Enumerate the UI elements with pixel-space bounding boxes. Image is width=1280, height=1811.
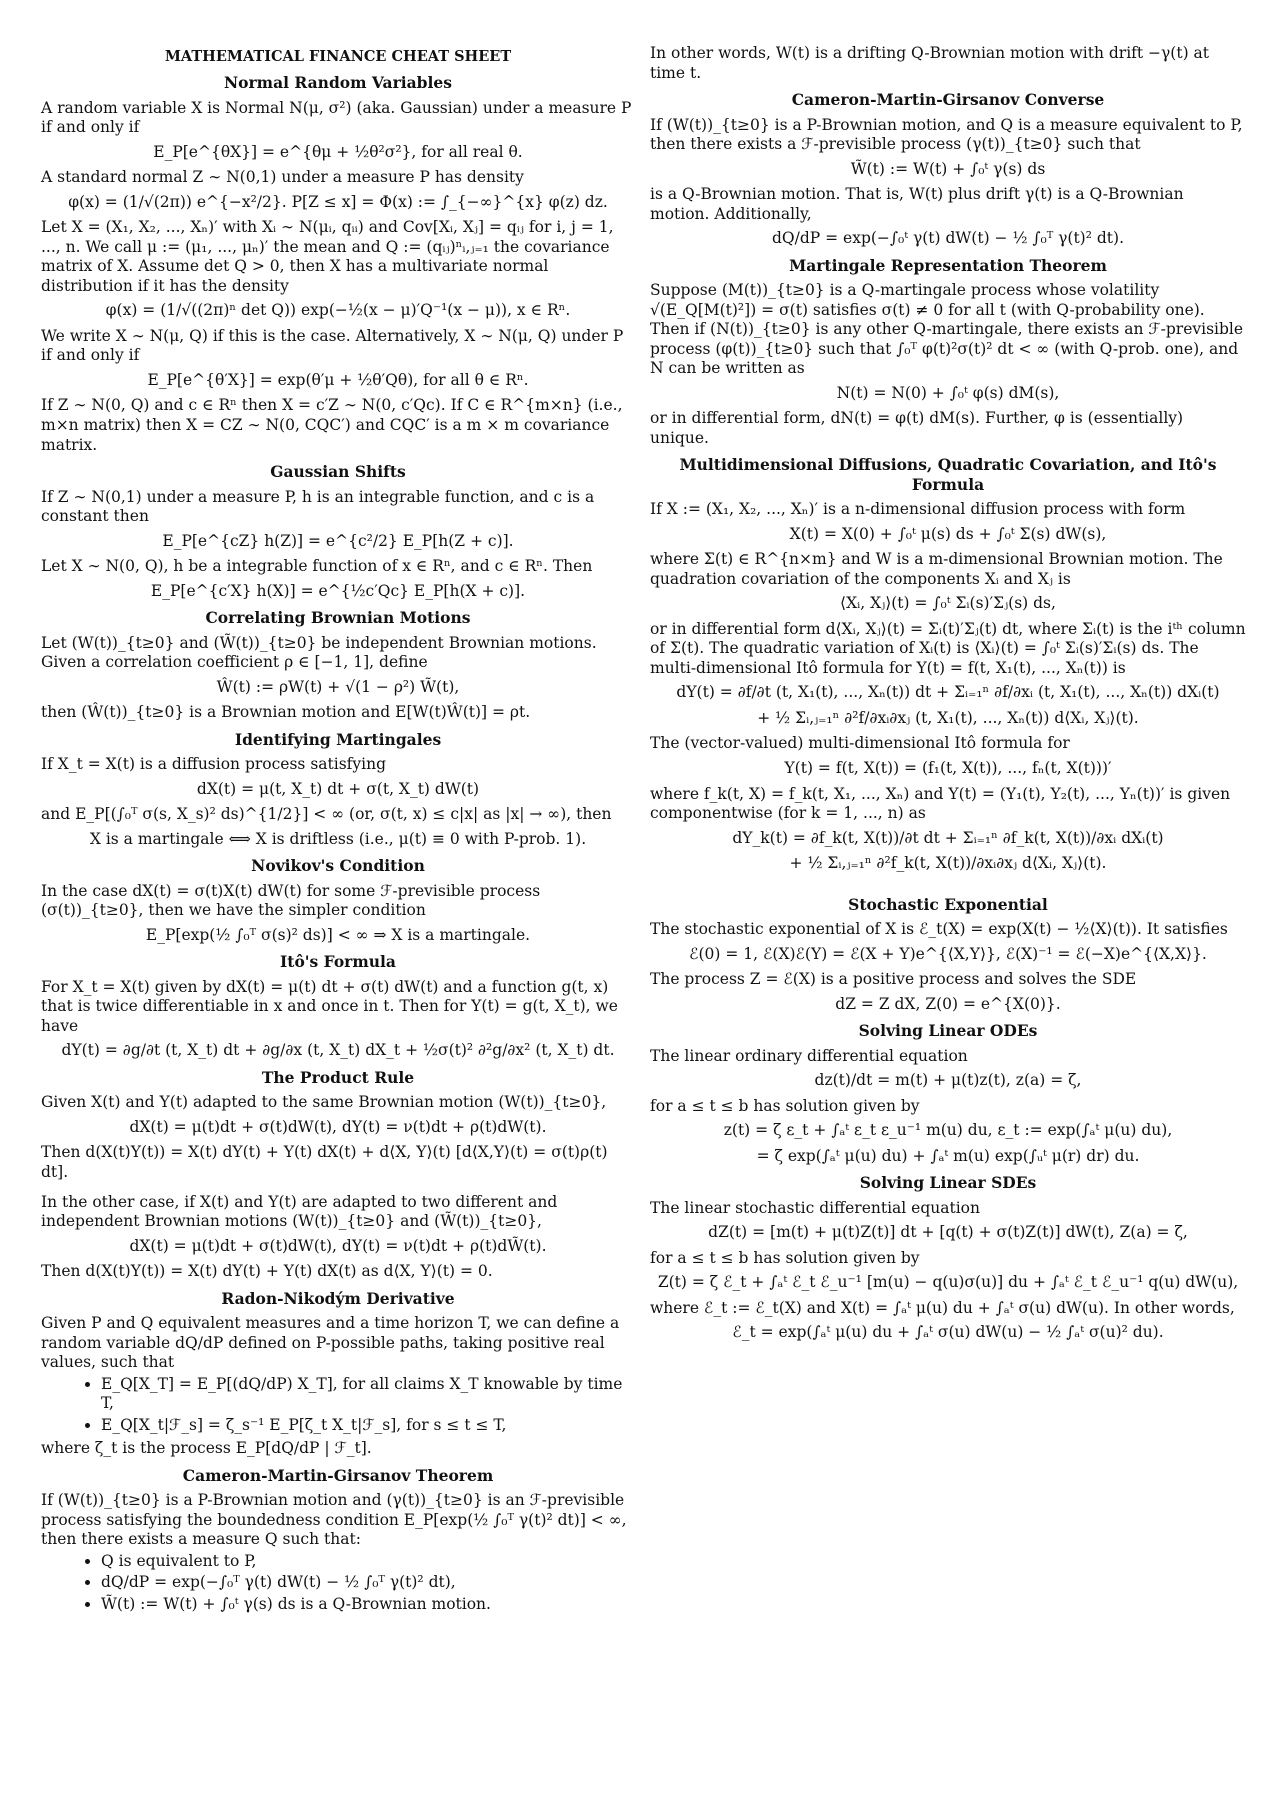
paragraph: We write X ∼ N(μ, Q) if this is the case. Alternatively, X ∼ N(μ, Q) under P if and only if — [41, 326, 624, 365]
section-heading: Itô's Formula — [280, 952, 396, 972]
section-heading: Novikov's Condition — [251, 856, 425, 876]
spacer — [41, 1185, 635, 1193]
paragraph: The stochastic exponential of X is ℰ_t(X) = exp(X(t) − ½⟨X⟩(t)). It satisfies — [650, 920, 1228, 939]
equation: + ½ Σᵢ,ⱼ₌₁ⁿ ∂²f/∂xᵢ∂xⱼ (t, X₁(t), ..., Xₙ(t)) d⟨Xᵢ, Xⱼ⟩(t). — [757, 708, 1139, 727]
equation: ℰ_t = exp(∫ₐᵗ μ(u) du + ∫ₐᵗ σ(u) dW(u) − ½ ∫ₐᵗ σ(u)² du). — [732, 1323, 1164, 1342]
paragraph: The linear stochastic differential equation — [650, 1198, 980, 1217]
bullet-item: • E_Q[X_t|ℱ_s] = ζ_s⁻¹ E_P[ζ_t X_t|ℱ_s], for s ≤ t ≤ T, — [101, 1416, 635, 1436]
bullet-item: • Q is equivalent to P, — [101, 1552, 635, 1572]
section-heading: Radon-Nikodým Derivative — [221, 1288, 455, 1308]
equation: E_P[exp(½ ∫₀ᵀ σ(s)² ds)] < ∞ ⇒ X is a martingale. — [145, 925, 531, 944]
equation: ⟨Xᵢ, Xⱼ⟩(t) = ∫₀ᵗ Σᵢ(s)′Σⱼ(s) ds, — [840, 594, 1056, 613]
equation: z(t) = ζ ε_t + ∫ₐᵗ ε_t ε_u⁻¹ m(u) du, ε_t := exp(∫ₐᵗ μ(u) du), — [723, 1121, 1173, 1140]
paragraph: In the case dX(t) = σ(t)X(t) dW(t) for some ℱ-previsible process (σ(t))_{t≥0}, then we have the simpler condition — [41, 881, 541, 920]
equation: E_P[e^{θ′X}] = exp(θ′μ + ½θ′Qθ), for all θ ∈ Rⁿ. — [147, 370, 529, 389]
equation: dZ(t) = [m(t) + μ(t)Z(t)] dt + [q(t) + σ(t)Z(t)] dW(t), Z(a) = ζ, — [708, 1223, 1188, 1242]
paragraph: If X_t = X(t) is a diffusion process satisfying — [41, 755, 387, 774]
paragraph: A random variable X is Normal N(μ, σ²) (aka. Gaussian) under a measure P if and only if — [41, 98, 632, 137]
bullet-item: • W̃(t) := W(t) + ∫₀ᵗ γ(s) ds is a Q-Brownian motion. — [101, 1595, 635, 1615]
paragraph: for a ≤ t ≤ b has solution given by — [650, 1248, 920, 1267]
section-heading: Solving Linear SDEs — [859, 1173, 1037, 1193]
paragraph: For X_t = X(t) given by dX(t) = μ(t) dt + σ(t) dW(t) and a function g(t, x) that is twice differentiable in x and once in t. Then for Y(t) = g(t, X_t), we have — [41, 977, 618, 1035]
right-column-body — [650, 44, 1246, 1343]
left-column-body — [41, 73, 635, 1614]
bullet-item: • dQ/dP = exp(−∫₀ᵀ γ(t) dW(t) − ½ ∫₀ᵀ γ(t)² dt), — [101, 1573, 635, 1593]
paragraph: where ℰ_t := ℰ_t(X) and X(t) = ∫ₐᵗ μ(u) du + ∫ₐᵗ σ(u) dW(u). In other words, — [650, 1298, 1235, 1317]
paragraph: If X := (X₁, X₂, ..., Xₙ)′ is a n-dimensional diffusion process with form — [650, 500, 1186, 519]
section-heading: Cameron-Martin-Girsanov Converse — [791, 90, 1105, 110]
section-heading: Gaussian Shifts — [270, 462, 406, 482]
paragraph: A standard normal Z ∼ N(0,1) under a measure P has density — [41, 168, 524, 187]
equation: dz(t)/dt = m(t) + μ(t)z(t), z(a) = ζ, — [814, 1071, 1082, 1090]
equation: X is a martingale ⟺ X is driftless (i.e., μ(t) ≡ 0 with P-prob. 1). — [89, 829, 587, 848]
spacer — [650, 880, 1246, 888]
equation: ℰ(0) = 1, ℰ(X)ℰ(Y) = ℰ(X + Y)e^{⟨X,Y⟩}, ℰ(X)⁻¹ = ℰ(−X)e^{⟨X,X⟩}. — [689, 944, 1207, 963]
paragraph: where Σ(t) ∈ R^{n×m} and W is a m-dimensional Brownian motion. The quadration covariation of the components Xᵢ and Xⱼ is — [650, 550, 1223, 588]
paragraph: If (W(t))_{t≥0} is a P-Brownian motion, and Q is a measure equivalent to P, then there exists a ℱ-previsible process (γ(t))_{t≥0} such that — [650, 115, 1243, 154]
paragraph: If (W(t))_{t≥0} is a P-Brownian motion and (γ(t))_{t≥0} is an ℱ-previsible process satisfying the boundedness condition E_P[exp(½ ∫₀ᵀ γ(t)² dt)] < ∞, then there exists a measure Q such that: — [41, 1491, 627, 1549]
equation: X(t) = X(0) + ∫₀ᵗ μ(s) ds + ∫₀ᵗ Σ(s) dW(s), — [789, 524, 1107, 543]
paragraph: The (vector-valued) multi-dimensional Itô formula for — [650, 734, 1070, 753]
equation: φ(x) = (1/√(2π)) e^{−x²/2}. P[Z ≤ x] = Φ(x) := ∫_{−∞}^{x} φ(z) dz. — [68, 192, 608, 211]
bullet-list — [61, 1552, 635, 1615]
paragraph: then (Ŵ(t))_{t≥0} is a Brownian motion and E[W(t)Ŵ(t)] = ρt. — [41, 703, 531, 722]
equation: dX(t) = μ(t)dt + σ(t)dW(t), dY(t) = ν(t)dt + ρ(t)dW̃(t). — [129, 1236, 547, 1255]
paragraph: Suppose (M(t))_{t≥0} is a Q-martingale process whose volatility √(E_Q[M(t)²]) = σ(t) satisfies σ(t) ≠ 0 for all t (with Q-probability one). Then if (N(t))_{t≥0} is any other Q-martingale, there exists an ℱ-previsible process (φ(t))_{t≥0} such that ∫₀ᵀ φ(t)²σ(t)² dt < ∞ (with Q-prob. one), and N can be written as — [650, 281, 1244, 378]
section-heading: The Product Rule — [261, 1067, 415, 1087]
section-heading: Stochastic Exponential — [848, 894, 1048, 914]
paragraph: Let X = (X₁, X₂, ..., Xₙ)′ with Xᵢ ∼ N(μᵢ, qᵢᵢ) and Cov[Xᵢ, Xⱼ] = qᵢⱼ for i, j = 1, ..., n. We call μ := (μ₁, ..., μₙ)′ the mean and Q := (qᵢⱼ)ⁿᵢ,ⱼ₌₁ the covariance matrix of X. Assume det Q > 0, then X has a multivariate normal distribution if it has the density — [41, 218, 614, 295]
paragraph: for a ≤ t ≤ b has solution given by — [650, 1096, 920, 1115]
bullet-list — [61, 1375, 635, 1436]
paragraph: In other words, W(t) is a drifting Q-Brownian motion with drift −γ(t) at time t. — [650, 44, 1210, 82]
paragraph: where f_k(t, X) = f_k(t, X₁, ..., Xₙ) and Y(t) = (Y₁(t), Y₂(t), ..., Yₙ(t))′ is given componentwise (for k = 1, ..., n) as — [650, 784, 1231, 823]
equation: dX(t) = μ(t, X_t) dt + σ(t, X_t) dW(t) — [196, 779, 480, 798]
paragraph: If Z ∼ N(0, Q) and c ∈ Rⁿ then X = c′Z ∼ N(0, c′Qc). If C ∈ R^{m×n} (i.e., m×n matrix) then X = CZ ∼ N(0, CQC′) and CQC′ is a m × m covariance matrix. — [41, 396, 623, 454]
section-heading: Martingale Representation Theorem — [789, 255, 1107, 275]
paragraph: In the other case, if X(t) and Y(t) are adapted to two different and independent Brownian motions (W(t))_{t≥0} and (W̃(t))_{t≥0}, — [41, 1192, 558, 1231]
equation: Ŵ(t) := ρW(t) + √(1 − ρ²) W̃(t), — [216, 677, 460, 696]
section-heading: Cameron-Martin-Girsanov Theorem — [182, 1465, 494, 1485]
paragraph: or in differential form, dN(t) = φ(t) dM(s). Further, φ is (essentially) unique. — [650, 409, 1184, 447]
equation: W̃(t) := W(t) + ∫₀ᵗ γ(s) ds — [850, 159, 1046, 178]
left-column — [41, 44, 635, 1618]
equation: N(t) = N(0) + ∫₀ᵗ φ(s) dM(s), — [836, 383, 1060, 402]
paragraph: Let (W(t))_{t≥0} and (W̃(t))_{t≥0} be independent Brownian motions. Given a correlation coefficient ρ ∈ [−1, 1], define — [41, 633, 597, 672]
paragraph: Given P and Q equivalent measures and a time horizon T, we can define a random variable dQ/dP defined on P-possible paths, taking positive real values, such that — [41, 1314, 620, 1372]
paragraph: If Z ∼ N(0,1) under a measure P, h is an integrable function, and c is a constant then — [41, 487, 595, 526]
section-heading: Normal Random Variables — [224, 73, 452, 93]
equation: dY(t) = ∂g/∂t (t, X_t) dt + ∂g/∂x (t, X_t) dX_t + ½σ(t)² ∂²g/∂x² (t, X_t) dt. — [61, 1041, 615, 1060]
paragraph: Let X ∼ N(0, Q), h be a integrable function of x ∈ Rⁿ, and c ∈ Rⁿ. Then — [41, 557, 593, 576]
paragraph: or in differential form d⟨Xᵢ, Xⱼ⟩(t) = Σᵢ(t)′Σⱼ(t) dt, where Σᵢ(t) is the iᵗʰ column of Σ(t). The quadratic variation of Xᵢ(t) is ⟨Xᵢ⟩(t) = ∫₀ᵗ Σᵢ(s)′Σᵢ(s) ds. The multi-dimensional Itô formula for Y(t) = f(t, X₁(t), ..., Xₙ(t)) is — [650, 619, 1246, 677]
paragraph: Given X(t) and Y(t) adapted to the same Brownian motion (W(t))_{t≥0}, — [41, 1093, 607, 1112]
paragraph: and E_P[(∫₀ᵀ σ(s, X_s)² ds)^{1/2}] < ∞ (or, σ(t, x) ≤ c|x| as |x| → ∞), then — [41, 805, 612, 824]
section-heading: Identifying Martingales — [234, 729, 442, 749]
equation: = ζ exp(∫ₐᵗ μ(u) du) + ∫ₐᵗ m(u) exp(∫ᵤᵗ μ(r) dr) du. — [756, 1146, 1140, 1165]
paragraph: The linear ordinary differential equation — [650, 1046, 968, 1065]
equation: E_P[e^{θX}] = e^{θμ + ½θ²σ²}, for all real θ. — [153, 142, 523, 161]
equation: Z(t) = ζ ℰ_t + ∫ₐᵗ ℰ_t ℰ_u⁻¹ [m(u) − q(u)σ(u)] du + ∫ₐᵗ ℰ_t ℰ_u⁻¹ q(u) dW(u), — [657, 1273, 1239, 1292]
paragraph: Then d(X(t)Y(t)) = X(t) dY(t) + Y(t) dX(t) as d⟨X, Y⟩(t) = 0. — [41, 1262, 493, 1281]
equation: + ½ Σᵢ,ⱼ₌₁ⁿ ∂²f_k(t, X(t))/∂xᵢ∂xⱼ d⟨Xᵢ, Xⱼ⟩(t). — [789, 854, 1107, 873]
section-heading: Correlating Brownian Motions — [205, 608, 471, 628]
equation: E_P[e^{c′X} h(X)] = e^{½c′Qc} E_P[h(X + c)]. — [150, 581, 526, 600]
equation: dY_k(t) = ∂f_k(t, X(t))/∂t dt + Σᵢ₌₁ⁿ ∂f_k(t, X(t))/∂xᵢ dXᵢ(t) — [732, 828, 1164, 847]
equation: dY(t) = ∂f/∂t (t, X₁(t), ..., Xₙ(t)) dt + Σᵢ₌₁ⁿ ∂f/∂xᵢ (t, X₁(t), ..., Xₙ(t)) dXᵢ(t) — [676, 683, 1220, 702]
section-heading: Multidimensional Diffusions, Quadratic Covariation, and Itô's Formula — [679, 455, 1217, 494]
paragraph: The process Z = ℰ(X) is a positive process and solves the SDE — [650, 970, 1137, 989]
right-column — [650, 44, 1246, 1349]
paragraph: Then d(X(t)Y(t)) = X(t) dY(t) + Y(t) dX(t) + d⟨X, Y⟩(t) [d⟨X,Y⟩(t) = σ(t)ρ(t) dt]. — [41, 1143, 608, 1181]
equation: dX(t) = μ(t)dt + σ(t)dW(t), dY(t) = ν(t)dt + ρ(t)dW(t). — [129, 1117, 547, 1136]
equation: E_P[e^{cZ} h(Z)] = e^{c²/2} E_P[h(Z + c)]. — [162, 531, 514, 550]
equation: φ(x) = (1/√((2π)ⁿ det Q)) exp(−½(x − μ)′Q⁻¹(x − μ)), x ∈ Rⁿ. — [105, 301, 571, 320]
equation: dZ = Z dX, Z(0) = e^{X(0)}. — [835, 994, 1061, 1013]
equation: dQ/dP = exp(−∫₀ᵗ γ(t) dW(t) − ½ ∫₀ᵀ γ(t)² dt). — [771, 229, 1124, 248]
equation: Y(t) = f(t, X(t)) = (f₁(t, X(t)), ..., fₙ(t, X(t)))′ — [784, 758, 1112, 777]
bullet-item: • E_Q[X_T] = E_P[(dQ/dP) X_T], for all claims X_T knowable by time T, — [101, 1375, 635, 1414]
section-heading: Solving Linear ODEs — [858, 1021, 1038, 1041]
paragraph: is a Q-Brownian motion. That is, W(t) plus drift γ(t) is a Q-Brownian motion. Additionally, — [650, 185, 1184, 223]
page-title: MATHEMATICAL FINANCE CHEAT SHEET — [164, 48, 512, 65]
paragraph: where ζ_t is the process E_P[dQ/dP | ℱ_t]. — [41, 1439, 372, 1458]
